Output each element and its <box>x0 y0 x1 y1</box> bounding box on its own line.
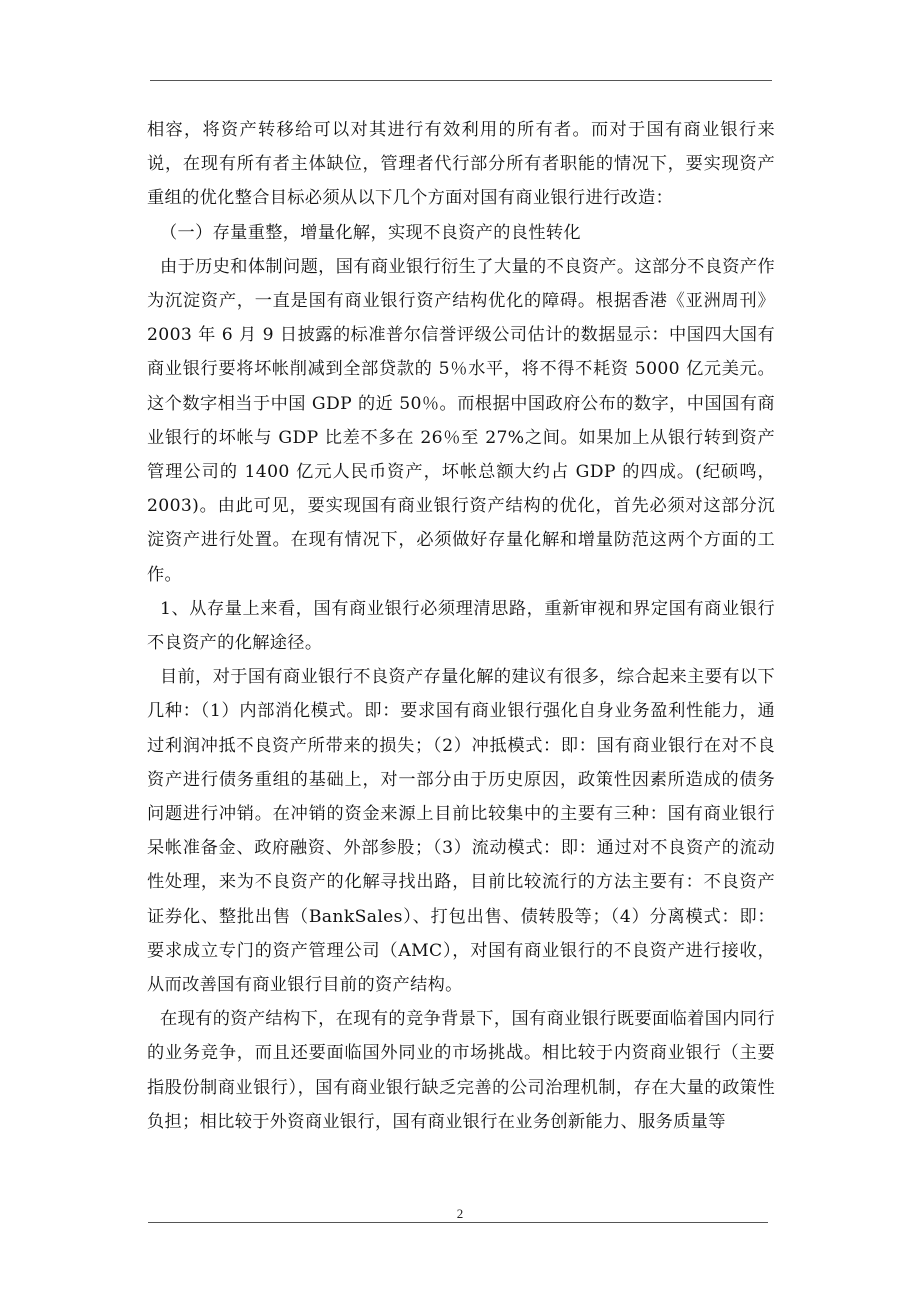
paragraph: 相容，将资产转移给可以对其进行有效利用的所有者。而对于国有商业银行来说，在现有所有者主体缺位，管理者代行部分所有者职能的情况下，要实现资产重组的优化整合目标必须从以下几个方面对国有商业银行进行改造： <box>147 120 775 209</box>
paragraph: 1、从存量上来看，国有商业银行必须理清思路，重新审视和界定国有商业银行不良资产的化解途径。 <box>147 598 775 654</box>
section-heading: （一）存量重整，增量化解，实现不良资产的良性转化 <box>160 222 581 243</box>
paragraph: 目前，对于国有商业银行不良资产存量化解的建议有很多，综合起来主要有以下几种：（1）内部消化模式。即：要求国有商业银行强化自身业务盈利性能力，通过利润冲抵不良资产所带来的损失；（2）冲抵模式：即：国有商业银行在对不良资产进行债务重组的基础上，对一部分由于历史原因，政策性因素所造成的债务问题进行冲销。在冲销的资金来源上目前比较集中的主要有三种：国有商业银行呆帐准备金、政府融资、外部参股；（3）流动模式：即：通过对不良资产的流动性处理，来为不良资产的化解寻找出路，目前比较流行的方法主要有：不良资产证券化、整批出售（BankSales）、打包出售、债转股等；（4）分离模式：即：要求成立专门的资产管理公司（AMC），对国有商业银行的不良资产进行接收，从而改善国有商业银行目前的资产结构。 <box>147 667 775 996</box>
header-rule <box>150 80 772 81</box>
paragraph: 由于历史和体制问题，国有商业银行衍生了大量的不良资产。这部分不良资产作为沉淀资产，一直是国有商业银行资产结构优化的障碍。根据香港《亚洲周刊》2003 年 6 月 9 日披露的标准普尔信誉评级公司估计的数据显示：中国四大国有商业银行要将坏帐削减到全部贷款的 5％水平，将不得不耗资 5000 亿元美元。这个数字相当于中国 GDP 的近 50％。而根据中国政府公布的数字，中国国有商业银行的坏帐与 GDP 比差不多在 26％至 27%之间。如果加上从银行转到资产管理公司的 1400 亿元人民币资产，坏帐总额大约占 GDP 的四成。(纪硕鸣，2003)。由此可见，要实现国有商业银行资产结构的优化，首先必须对这部分沉淀资产进行处置。在现有情况下，必须做好存量化解和增量防范这两个方面的工作。 <box>147 256 775 585</box>
page-number: 2 <box>456 1206 464 1221</box>
document-body <box>147 113 775 1139</box>
footer-rule <box>148 1222 768 1223</box>
paragraph: 在现有的资产结构下，在现有的竞争背景下，国有商业银行既要面临着国内同行的业务竞争，而且还要面临国外同业的市场挑战。相比较于内资商业银行（主要指股份制商业银行），国有商业银行缺乏完善的公司治理机制，存在大量的政策性负担；相比较于外资商业银行，国有商业银行在业务创新能力、服务质量等 <box>147 1009 775 1132</box>
